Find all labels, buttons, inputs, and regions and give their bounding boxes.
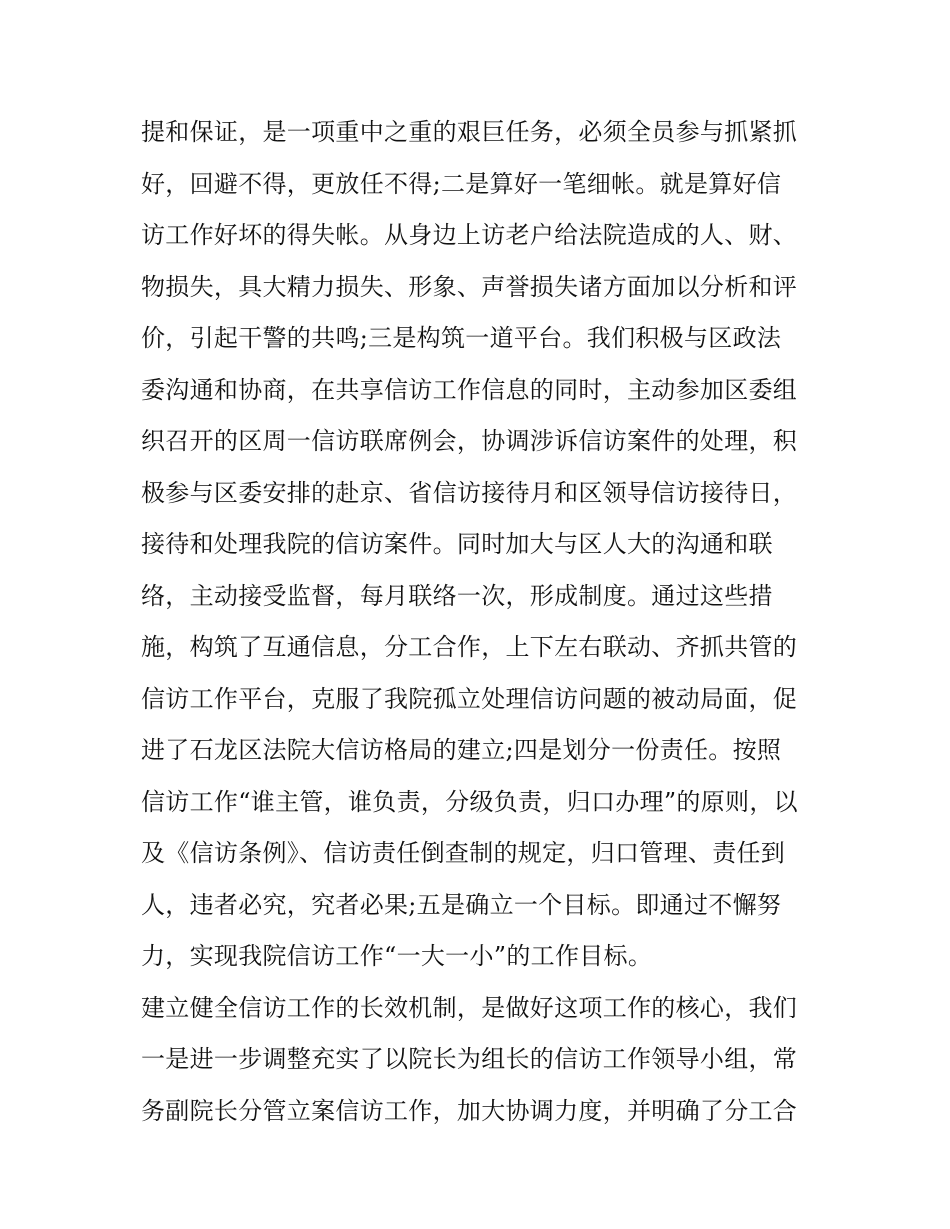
text-line: 价，引起干警的共鸣;三是构筑一道平台。我们积极与区政法 [141, 324, 782, 352]
text-line: 进了石龙区法院大信访格局的建立;四是划分一份责任。按照 [141, 736, 782, 764]
text-line: 务副院长分管立案信访工作，加大协调力度，并明确了分工合 [141, 1096, 798, 1125]
text-line: 施，构筑了互通信息，分工合作，上下左右联动、齐抓共管的 [141, 633, 798, 661]
text-line: 提和保证，是一项重中之重的艰巨任务，必须全员参与抓紧抓 [141, 118, 798, 146]
body-text [141, 107, 821, 1137]
text-line: 人，违者必究，究者必果;五是确立一个目标。即通过不懈努 [141, 890, 782, 919]
text-line: 极参与区委安排的赴京、省信访接待月和区领导信访接待日， [141, 478, 798, 507]
text-line: 织召开的区周一信访联席例会，协调涉诉信访案件的处理，积 [141, 427, 798, 455]
text-line: 物损失，具大精力损失、形象、声誉损失诸方面加以分析和评 [141, 272, 798, 301]
text-line: 一是进一步调整充实了以院长为组长的信访工作领导小组，常 [141, 1045, 798, 1073]
text-line: 委沟通和协商，在共享信访工作信息的同时，主动参加区委组 [141, 375, 798, 404]
text-line: 好，回避不得，更放任不得;二是算好一笔细帐。就是算好信 [141, 169, 782, 198]
text-line: 力，实现我院信访工作“一大一小”的工作目标。 [141, 942, 653, 970]
text-line: 访工作好坏的得失帐。从身边上访老户给法院造成的人、财、 [141, 221, 798, 249]
text-line: 建立健全信访工作的长效机制，是做好这项工作的核心，我们 [141, 993, 798, 1022]
text-line: 络，主动接受监督，每月联络一次，形成制度。通过这些措 [141, 581, 773, 610]
text-line: 及《信访条例》、信访责任倒查制的规定，归口管理、责任到 [141, 839, 786, 867]
text-line: 信访工作“谁主管，谁负责，分级负责，归口办理”的原则，以 [141, 787, 798, 816]
text-line: 信访工作平台，克服了我院孤立处理信访问题的被动局面，促 [141, 684, 798, 713]
text-line: 接待和处理我院的信访案件。同时加大与区人大的沟通和联 [141, 530, 773, 558]
